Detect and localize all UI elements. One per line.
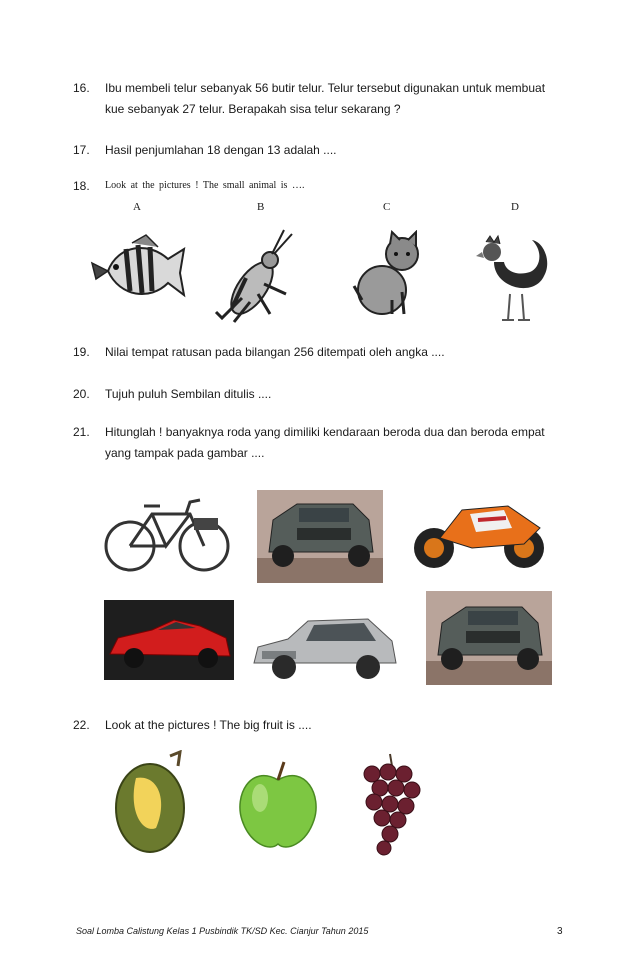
question-text: Tujuh puluh Sembilan ditulis ....	[105, 387, 272, 401]
option-label-a: A	[133, 201, 141, 213]
rooster-image	[474, 232, 556, 324]
sports-car-image	[104, 600, 234, 680]
question-22	[73, 718, 568, 734]
bicycle-image	[104, 492, 230, 574]
cat-image	[352, 230, 424, 318]
page-number: 3	[557, 926, 563, 937]
question-number: 16.	[73, 81, 90, 95]
grapes-image	[354, 750, 432, 860]
question-text-continued: kue sebanyak 27 telur. Berapakah sisa telur sekarang ?	[105, 102, 401, 116]
question-text-continued: yang tampak pada gambar ....	[105, 446, 265, 460]
question-text: Nilai tempat ratusan pada bilangan 256 ditempati oleh angka ....	[105, 345, 445, 359]
question-18	[73, 179, 568, 195]
apple-image	[230, 758, 326, 854]
question-text: Hitunglah ! banyaknya roda yang dimiliki kendaraan beroda dua dan beroda empat	[105, 425, 545, 439]
footer-text: Soal Lomba Calistung Kelas 1 Pusbindik TK/SD Kec. Cianjur Tahun 2015	[76, 926, 369, 936]
question-text: Hasil penjumlahan 18 dengan 13 adalah ....	[105, 143, 337, 157]
option-label-b: B	[257, 201, 265, 213]
question-number: 22.	[73, 718, 90, 732]
grasshopper-image	[212, 228, 297, 323]
question-17	[73, 143, 568, 159]
question-number: 19.	[73, 345, 90, 359]
option-label-d: D	[511, 201, 519, 213]
fish-image	[88, 233, 188, 308]
question-number: 21.	[73, 425, 90, 439]
motorcycle-image	[412, 498, 548, 572]
question-16	[73, 81, 568, 121]
mpv-car-image	[248, 611, 400, 684]
question-number: 18.	[73, 179, 90, 193]
durian-image	[106, 750, 196, 858]
question-text: Look at the pictures ! The big fruit is ....	[105, 718, 312, 732]
option-label-c: C	[383, 201, 391, 213]
question-19	[73, 345, 568, 361]
jeep-image	[257, 490, 383, 583]
question-number: 17.	[73, 143, 90, 157]
question-text: Ibu membeli telur sebanyak 56 butir telur. Telur tersebut digunakan untuk membuat	[105, 81, 546, 95]
question-21	[73, 425, 568, 465]
question-number: 20.	[73, 387, 90, 401]
question-20	[73, 387, 568, 403]
question-text: Look at the pictures ! The small animal is ….	[105, 180, 305, 191]
jeep-image-2	[426, 591, 552, 685]
